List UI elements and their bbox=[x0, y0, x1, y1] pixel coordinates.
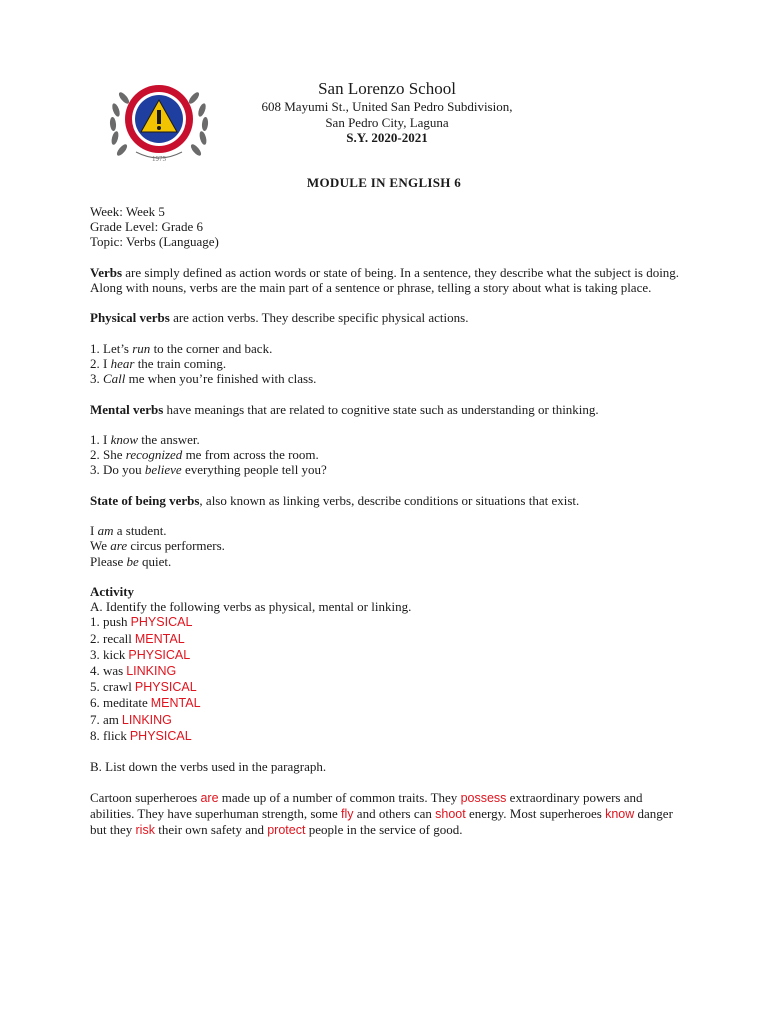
example-text: to the corner and back. bbox=[150, 340, 273, 356]
example-text: circus performers. bbox=[127, 538, 225, 554]
example-text: me when you’re finished with class. bbox=[125, 371, 317, 387]
school-name: San Lorenzo School bbox=[318, 79, 456, 98]
highlighted-verb: possess bbox=[460, 790, 507, 805]
activity-item-list bbox=[90, 614, 690, 744]
highlighted-verb: protect bbox=[267, 822, 306, 837]
example-text: 2. She bbox=[90, 447, 126, 463]
example-text: me from across the room. bbox=[182, 447, 319, 463]
physical-example-3 bbox=[90, 371, 690, 386]
paragraph-text: made up of a number of common traits. They bbox=[218, 789, 461, 805]
activity-item-answer: MENTAL bbox=[150, 696, 201, 711]
activity-item bbox=[90, 679, 690, 695]
school-year: S.Y. 2020-2021 bbox=[346, 130, 428, 145]
example-verb: recognized bbox=[125, 447, 183, 463]
logo-year: 1975 bbox=[152, 155, 166, 163]
example-verb: are bbox=[110, 538, 128, 554]
activity-item-verb: 4. was bbox=[90, 662, 124, 678]
address-line-2: San Pedro City, Laguna bbox=[325, 114, 449, 130]
physical-definition bbox=[90, 310, 690, 325]
mental-definition-text: have meanings that are related to cognitive state such as understanding or thinking. bbox=[163, 401, 599, 417]
activity-item-verb: 3. kick bbox=[90, 646, 126, 662]
mental-example-2 bbox=[90, 447, 690, 462]
activity-item-verb: 7. am bbox=[90, 711, 119, 727]
module-title: MODULE IN ENGLISH 6 bbox=[306, 175, 462, 190]
activity-item bbox=[90, 614, 690, 630]
being-definition bbox=[90, 493, 690, 508]
activity-item-verb: 2. recall bbox=[90, 630, 132, 646]
example-text: Please bbox=[90, 553, 127, 569]
activity-item bbox=[90, 663, 690, 679]
term-being: State of being verbs bbox=[90, 492, 200, 508]
physical-example-1 bbox=[90, 341, 690, 356]
example-verb: be bbox=[126, 553, 139, 569]
example-text: We bbox=[90, 538, 111, 554]
example-verb: am bbox=[97, 523, 114, 539]
topic-line: Topic: Verbs (Language) bbox=[90, 234, 219, 250]
school-logo bbox=[106, 80, 212, 164]
example-text: a student. bbox=[113, 523, 167, 539]
example-verb: run bbox=[132, 340, 151, 356]
paragraph-text: Cartoon superheroes bbox=[90, 789, 201, 805]
address-line-1: 608 Mayumi St., United San Pedro Subdivision, bbox=[261, 99, 513, 114]
paragraph-text: people in the service of good. bbox=[305, 821, 463, 837]
activity-item bbox=[90, 712, 690, 728]
mental-definition bbox=[90, 402, 690, 417]
paragraph-text: danger but they bbox=[90, 805, 673, 837]
highlighted-verb: fly bbox=[341, 806, 354, 821]
activity-item-verb: 5. crawl bbox=[90, 679, 132, 695]
activity-heading-text: Activity bbox=[90, 583, 135, 599]
school-header bbox=[200, 79, 574, 146]
physical-example-2 bbox=[90, 356, 690, 371]
example-verb: Call bbox=[103, 371, 126, 387]
term-physical: Physical verbs bbox=[90, 310, 170, 326]
activity-item-answer: MENTAL bbox=[134, 631, 185, 646]
example-text: I bbox=[90, 523, 98, 539]
paragraph-text: energy. Most superheroes bbox=[465, 805, 606, 821]
activity-item-verb: 8. flick bbox=[90, 727, 127, 743]
module-content bbox=[90, 204, 690, 838]
physical-definition-text: are action verbs. They describe specific physical actions. bbox=[169, 310, 469, 326]
example-text: the answer. bbox=[138, 431, 200, 447]
being-definition-text: , also known as linking verbs, describe conditions or situations that exist. bbox=[199, 492, 580, 508]
activity-item-answer: LINKING bbox=[126, 663, 177, 678]
example-text: 1. I bbox=[90, 431, 111, 447]
activity-item-answer: PHYSICAL bbox=[130, 615, 193, 630]
highlighted-verb: know bbox=[605, 806, 635, 821]
activity-item-answer: PHYSICAL bbox=[129, 728, 192, 743]
example-text: quiet. bbox=[138, 553, 172, 569]
activity-item-verb: 1. push bbox=[90, 614, 128, 630]
mental-example-3 bbox=[90, 462, 690, 477]
being-example-3 bbox=[90, 554, 690, 569]
example-text: the train coming. bbox=[134, 355, 227, 371]
example-text: 3. Do you bbox=[90, 462, 145, 478]
week-line: Week: Week 5 bbox=[90, 204, 165, 219]
activity-item bbox=[90, 728, 690, 744]
highlighted-verb: risk bbox=[135, 822, 155, 837]
example-text: everything people tell you? bbox=[181, 462, 327, 478]
example-text: 2. I bbox=[90, 355, 111, 371]
paragraph-text: their own safety and bbox=[154, 821, 268, 837]
activity-item bbox=[90, 695, 690, 711]
term-verbs: Verbs bbox=[90, 264, 123, 280]
verbs-definition-text: are simply defined as action words or state of being. In a sentence, they describe what the subject is doing. Along with nouns, verbs are the main part of a sentence or phrase, telling a story about what is taking place. bbox=[90, 264, 680, 295]
superhero-paragraph bbox=[90, 790, 690, 839]
paragraph-text: and others can bbox=[353, 805, 436, 821]
grade-line: Grade Level: Grade 6 bbox=[90, 219, 203, 235]
highlighted-verb: shoot bbox=[435, 806, 466, 821]
activity-item bbox=[90, 647, 690, 663]
term-mental: Mental verbs bbox=[90, 401, 164, 417]
activity-heading bbox=[90, 584, 690, 599]
highlighted-verb: are bbox=[200, 790, 219, 805]
activity-item-verb: 6. meditate bbox=[90, 695, 148, 711]
activity-item-answer: PHYSICAL bbox=[128, 647, 191, 662]
activity-item bbox=[90, 631, 690, 647]
being-example-2 bbox=[90, 538, 690, 553]
verbs-definition bbox=[90, 265, 690, 295]
activity-item-answer: LINKING bbox=[121, 712, 172, 727]
paragraph-text: extraordinary powers and abilities. They have superhuman strength, some bbox=[90, 789, 643, 821]
being-example-1 bbox=[90, 523, 690, 538]
example-text: 3. bbox=[90, 371, 103, 387]
mental-example-1 bbox=[90, 432, 690, 447]
activity-part-a: A. Identify the following verbs as physical, mental or linking. bbox=[90, 599, 412, 615]
example-text: 1. Let’s bbox=[90, 340, 133, 356]
example-verb: believe bbox=[144, 462, 182, 478]
example-verb: know bbox=[110, 431, 139, 447]
activity-part-b: B. List down the verbs used in the paragraph. bbox=[90, 759, 327, 775]
example-verb: hear bbox=[110, 355, 135, 371]
activity-item-answer: PHYSICAL bbox=[134, 680, 197, 695]
